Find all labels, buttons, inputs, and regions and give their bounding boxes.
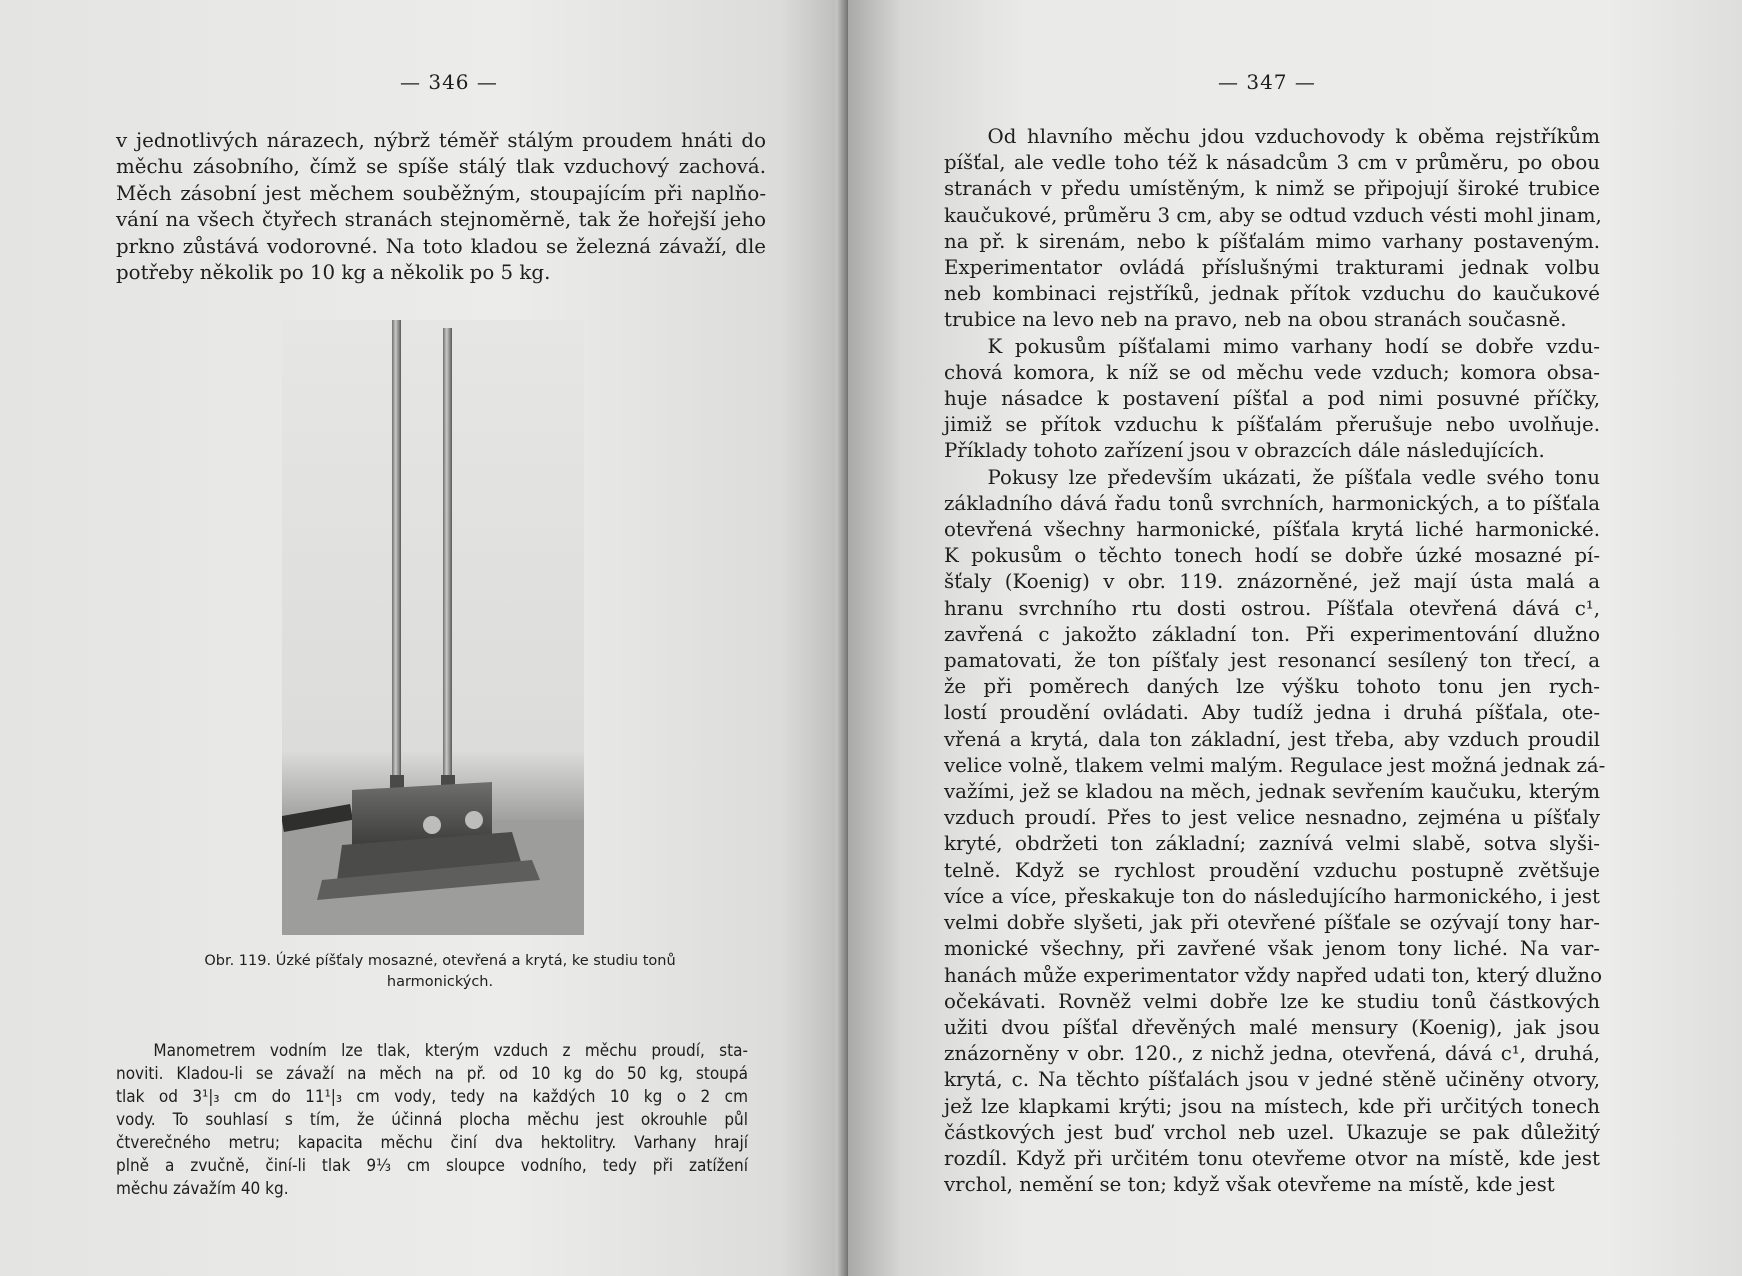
text-line: že při poměrech daných lze výšku tohoto tonu jen rych- (944, 675, 1600, 699)
text-line: jež lze klapkami krýti; jsou na místech, kde při určitých tonech (944, 1094, 1600, 1118)
text-line: zavřená c jakožto základní ton. Při experimentování dlužno (944, 622, 1600, 646)
page-number-left: — 346 — (400, 70, 498, 94)
text-line: K pokusům píšťalami mimo varhany hodí se dobře vzdu- (987, 334, 1600, 358)
left-page (0, 0, 848, 1276)
text-line: noviti. Kladou-li se závaží na měch na př. od 10 kg do 50 kg, stoupá (116, 1064, 748, 1084)
text-line: telně. Když se rychlost proudění vzduchu postupně zvětšuje (944, 858, 1600, 882)
figure-caption (130, 951, 750, 993)
page-number-right: — 347 — (1218, 70, 1316, 94)
text-line: velmi dobře slyšeti, jak při otevřené píšťale se ozývají tony har- (944, 911, 1600, 935)
text-line: otevřená všechny harmonické, píšťala krytá liché harmonické. (944, 518, 1600, 542)
text-line: vřená a krytá, dala ton základní, jest třeba, aby vzduch proudil (944, 727, 1600, 751)
text-line: kryté, obdržeti ton základní; zaznívá velmi slabě, sotva slyši- (944, 832, 1600, 856)
text-line: plně a zvučně, činí-li tlak 9⅓ cm sloupce vodního, tedy při zatížení (116, 1156, 748, 1176)
right-main-text (944, 124, 1606, 1198)
right-page (848, 0, 1742, 1276)
text-line: neb kombinaci rejstříků, jednak přítok vzduchu do kaučukové (944, 282, 1600, 306)
caption-line: harmonických. (386, 974, 494, 990)
text-line: očekávati. Rovněž velmi dobře lze ke studiu tonů částkových (944, 989, 1600, 1013)
text-line: potřeby několik po 10 kg a několik po 5 kg. (116, 261, 551, 285)
text-line: měchu zásobního, čímž se spíše stálý tlak vzduchový zachová. (116, 155, 766, 179)
text-line: Měch zásobní jest měchem souběžným, stoupajícím při naplňo- (116, 181, 766, 205)
pipes-photo-illustration (282, 320, 584, 935)
text-line: trubice na levo neb na pravo, neb na obou stranách současně. (944, 308, 1567, 332)
text-line: vzduch proudí. Přes to jest velice nesnadno, zejména u píšťaly (944, 806, 1600, 830)
organ-pipes-photo (282, 320, 584, 935)
text-line: měchu závažím 40 kg. (116, 1179, 289, 1199)
text-line: částkových jest buď vrchol neb uzel. Ukazuje se pak důležitý (944, 1120, 1600, 1144)
text-line: Manometrem vodním lze tlak, kterým vzduch z měchu proudí, sta- (153, 1041, 748, 1061)
text-line: vrchol, nemění se ton; když však otevřeme na místě, kde jest (944, 1173, 1555, 1197)
text-line: lostí proudění ovládati. Aby tudíž jedna i druhá píšťala, ote- (944, 701, 1600, 725)
caption-line: Obr. 119. Úzké píšťaly mosazné, otevřená a krytá, ke studiu tonů (204, 953, 676, 969)
text-line: kaučukové, průměru 3 cm, aby se odtud vzduch vésti mohl jinam, (944, 203, 1602, 227)
text-line: stranách v předu umístěným, k nimž se připojují široké trubice (944, 177, 1600, 201)
text-line: Experimentator ovládá příslušnými trakturami jednak volbu (944, 256, 1600, 280)
text-line: čtverečného metru; kapacita měchu činí dva hektolitry. Varhany hrají (116, 1133, 748, 1153)
text-line: chová komora, k níž se od měchu vede vzduch; komora obsa- (944, 360, 1600, 384)
text-line: píšťal, ale vedle toho též k násadcům 3 cm v průměru, po obou (944, 151, 1600, 175)
text-line: užiti dvou píšťal dřevěných malé mensury (Koenig), jak jsou (944, 1015, 1600, 1039)
text-line: znázorněny v obr. 120., z nichž jedna, otevřená, dává c¹, druhá, (944, 1042, 1600, 1066)
text-line: velice volně, tlakem velmi malým. Regulace jest možná jednak zá- (944, 753, 1606, 777)
text-line: Pokusy lze především ukázati, že píšťala vedle svého tonu (987, 465, 1600, 489)
left-small-print-paragraph (116, 1040, 748, 1201)
text-line: v jednotlivých nárazech, nýbrž téměř stálým proudem hnáti do (116, 129, 766, 152)
text-line: více a více, přeskakuje ton do následujícího harmonického, i jest (944, 884, 1600, 908)
text-line: jimiž se přítok vzduchu k píšťalám přerušuje nebo uvolňuje. (944, 413, 1600, 437)
text-line: Příklady tohoto zařízení jsou v obrazcích dále následujících. (944, 439, 1545, 463)
text-line: Od hlavního měchu jdou vzduchovody k oběma rejstříkům (987, 125, 1600, 148)
text-line: základního dává řadu tonů svrchních, harmonických, a to píšťala (944, 491, 1600, 515)
text-line: krytá, c. Na těchto píšťalách jsou v jedné stěně učiněny otvory, (944, 1068, 1600, 1092)
text-line: prkno zůstává vodorovné. Na toto kladou se železná závaží, dle (116, 234, 766, 258)
text-line: hranu svrchního rtu dosti ostrou. Píšťala otevřená dává c¹, (944, 596, 1600, 620)
text-line: vání na všech čtyřech stranách stejnoměrně, tak že hořejší jeho (116, 208, 766, 232)
text-line: K pokusům o těchto tonech hodí se dobře úzké mosazné pí- (944, 544, 1600, 568)
left-top-paragraph (116, 128, 766, 286)
text-line: na př. k sirenám, nebo k píšťalám mimo varhany postaveným. (944, 229, 1600, 253)
text-line: monické všechny, při zavřené však jenom tony liché. Na var- (944, 937, 1600, 961)
text-line: rozdíl. Když při určitém tonu otevřeme otvor na místě, kde jest (944, 1146, 1600, 1170)
text-line: pamatovati, že ton píšťaly jest resonancí sesílený ton třecí, a (944, 649, 1600, 673)
text-line: vody. To souhlasí s tím, že účinná plocha měchu jest okrouhle půl (116, 1110, 748, 1130)
text-line: šťaly (Koenig) v obr. 119. znázorněné, jež mají ústa malá a (944, 570, 1600, 594)
text-line: tlak od 3¹|₃ cm do 11¹|₃ cm vody, tedy na každých 10 kg o 2 cm (116, 1087, 748, 1107)
text-line: važími, jež se kladou na měch, jednak sevřením kaučuku, kterým (944, 780, 1600, 804)
text-line: hanách může experimentator vždy napřed udati ton, který dlužno (944, 963, 1602, 987)
text-line: huje násadce k postavení píšťal a pod nimi posuvné příčky, (944, 387, 1600, 411)
